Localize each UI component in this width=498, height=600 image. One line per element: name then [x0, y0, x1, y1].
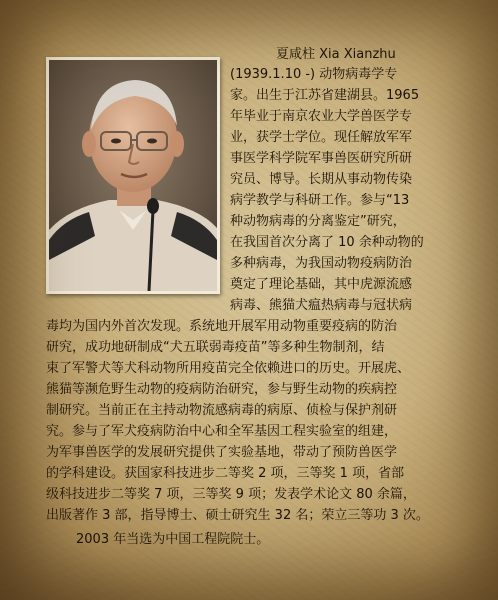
bio-line: 病毒、熊猫犬瘟热病毒与冠状病 [230, 298, 413, 313]
bio-line: 束了军警犬等犬科动物所用疫苗完全依赖进口的历史。开展虎、 [46, 361, 411, 376]
bio-line: 熊猫等濒危野生动物的疫病防治研究，参与野生动物的疾病控 [46, 382, 398, 397]
bio-line: 出版著作 3 部，指导博士、硕士研究生 32 名；荣立三等功 3 次。 [46, 508, 429, 523]
bio-line: 究员、博导。长期从事动物传染 [230, 172, 413, 187]
bio-line: 的学科建设。获国家科技进步二等奖 2 项，三等奖 1 项，省部 [46, 466, 405, 481]
bio-line: 事医学科学院军事兽医研究所研 [230, 151, 413, 166]
bio-line: 家。出生于江苏省建湖县。1965 [230, 88, 420, 103]
bio-line: 级科技进步二等奖 7 项，三等奖 9 项；发表学术论文 80 余篇， [46, 487, 416, 502]
bio-line: 种动物病毒的分离鉴定”研究， [230, 214, 406, 229]
bio-line: 制研究。当前正在主持动物流感病毒的病原、侦检与保护剂研 [46, 403, 398, 418]
bio-line: 病学教学与科研工作。参与“13 [230, 193, 410, 208]
bio-line: 年毕业于南京农业大学兽医学专 [230, 109, 413, 124]
bio-line: 究。参与了军犬疫病防治中心和全军基因工程实验室的组建， [46, 424, 398, 439]
name-heading: 夏咸柱 Xia Xianzhu [276, 47, 396, 62]
bio-line: 多种病毒，为我国动物疫病防治 [230, 256, 413, 271]
bio-line: (1939.1.10 -) 动物病毒学专 [230, 67, 398, 82]
bio-line: 业，获学士学位。现任解放军军 [230, 130, 413, 145]
bio-line-last: 2003 年当选为中国工程院院士。 [76, 532, 270, 547]
bio-line: 研究，成功地研制成“犬五联弱毒疫苗”等多种生物制剂，结 [46, 340, 385, 355]
bio-line: 毒均为国内外首次发现。系统地开展军用动物重要疫病的防治 [46, 319, 398, 334]
bio-line: 在我国首次分离了 10 余种动物的 [230, 235, 424, 250]
portrait-photo [46, 57, 220, 294]
bio-line: 为军事兽医学的发展研究提供了实验基地，带动了预防兽医学 [46, 445, 398, 460]
bio-line: 奠定了理论基础，其中虎源流感 [230, 277, 413, 292]
